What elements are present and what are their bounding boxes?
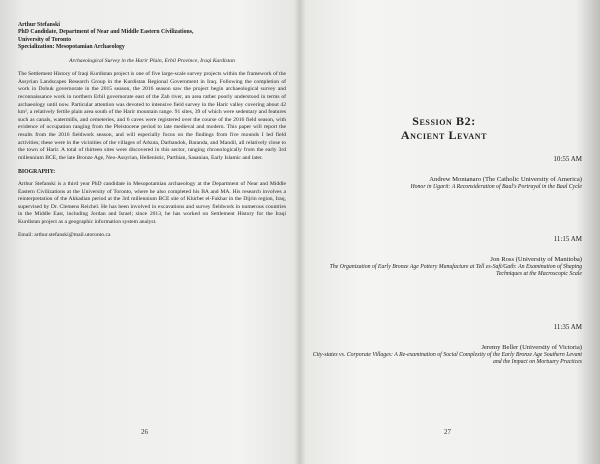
- biography-heading: BIOGRAPHY:: [18, 169, 56, 176]
- talk-title: Archaeological Survey in the Harir Plain, Erbil Province, Iraqi Kurdistan: [69, 57, 235, 64]
- session-title: [306, 114, 582, 142]
- abstract-text: [18, 71, 286, 162]
- abstract-paragraph: The Settlement History of Iraqi Kurdistan project is one of five large-scale survey projects within the framework of the Assyrian Landscapes Research Group in the Kurdistan Regional Government in Iraq. Following the completion of work in Dohuk governorate in the 2015 season, the 2016 season saw the project begin archaeological survey and reconnaissance work in northern Erbil governorate east of the Zab river, an area rather poorly understood in terms of archaeology until now. Particular attention was devoted to intensive field survey in the Harir valley covering about 42 km², a relatively fertile plain area south of the Harir mountain range. 91 sites, 39 of which were sedentary and features such as canals, watermills, and cemeteries, and 6 caves were registered over the course of the 2016 field season, with evidence of occupation ranging from the Pleistocene period to late medieval and modern. This paper will report the results from the 2016 fieldwork season, and will especially focus on the findings from five mounds I led field activities; these were in the vicinities of the villages of Arkuta, Darbandok, Baranda, and Mandil, all relatively close to the town of Harir. A total of thirteen sites were discovered in this sector, ranging chronologically from the early 3rd millennium BCE, the late Bronze Age, Neo-Assyrian, Hellenistic, Parthian, Sasanian, Early Islamic and later.: [18, 71, 286, 161]
- talk-item: [306, 156, 582, 191]
- talk-title: City-states vs. Corporate Villages: A Re-examination of Social Complexity of the Early Bronze Age Southern Levant and the Impact on Mortuary Practices: [312, 351, 582, 366]
- talk-title: Honor in Ugarit: A Reconsideration of Baal's Portrayal in the Baal Cycle: [410, 183, 582, 190]
- right-page-number: 27: [444, 428, 451, 436]
- author-affiliation: PhD Candidate, Department of Near and Middle Eastern Civilizations,: [18, 29, 194, 36]
- left-page: [18, 22, 286, 442]
- talk-time: 10:55 AM: [553, 155, 582, 163]
- talk-speaker: Jeremy Beller (University of Victoria): [481, 343, 582, 351]
- left-page-number: 26: [141, 428, 148, 436]
- session-code: Session B2:: [412, 114, 476, 128]
- talk-time: 11:15 AM: [553, 235, 582, 243]
- talk-speaker: Andrew Montanaro (The Catholic University of America): [429, 175, 582, 183]
- author-specialization: Specialization: Mesopotamian Archaeology: [18, 44, 125, 51]
- author-university: University of Toronto: [18, 36, 72, 43]
- author-name: Arthur Stefanski: [18, 22, 60, 28]
- talk-time: 11:35 AM: [553, 323, 582, 331]
- talk-item: [306, 324, 582, 367]
- right-page: [306, 22, 582, 442]
- session-name: Ancient Levant: [400, 128, 488, 142]
- talk-item: [306, 236, 582, 279]
- talk-speaker: Jon Ross (University of Manitoba): [490, 255, 582, 263]
- biography-text: Arthur Stefanski is a third year PhD candidate in Mesopotamian archaeology at the Department of Near and Middle Eastern Civilizations at the University of Toronto, where he also completed his BA and MA. His research involves a reinterpretation of the Akkadian period at the 3rd millennium BCE site of Khirbet el-Fukhar in the Dijrin region, Iraq, supervised by Dr. Clemens Reichel. He has been involved in excavations and survey fieldwork in numerous countries in the Middle East, including Jordan and Israel; since 2013, he has worked on Settlement History for the Iraqi Kurdistan project as a geographic information system analyst.: [18, 180, 286, 225]
- talk-title: The Organization of Early Bronze Age Pottery Manufacture at Tell es-Safi/Gath: An Examination of Shaping Techniques at the Macroscopic Scale: [329, 263, 582, 278]
- author-email: Email: arthur.stefanski@mail.utoronto.ca: [18, 231, 111, 238]
